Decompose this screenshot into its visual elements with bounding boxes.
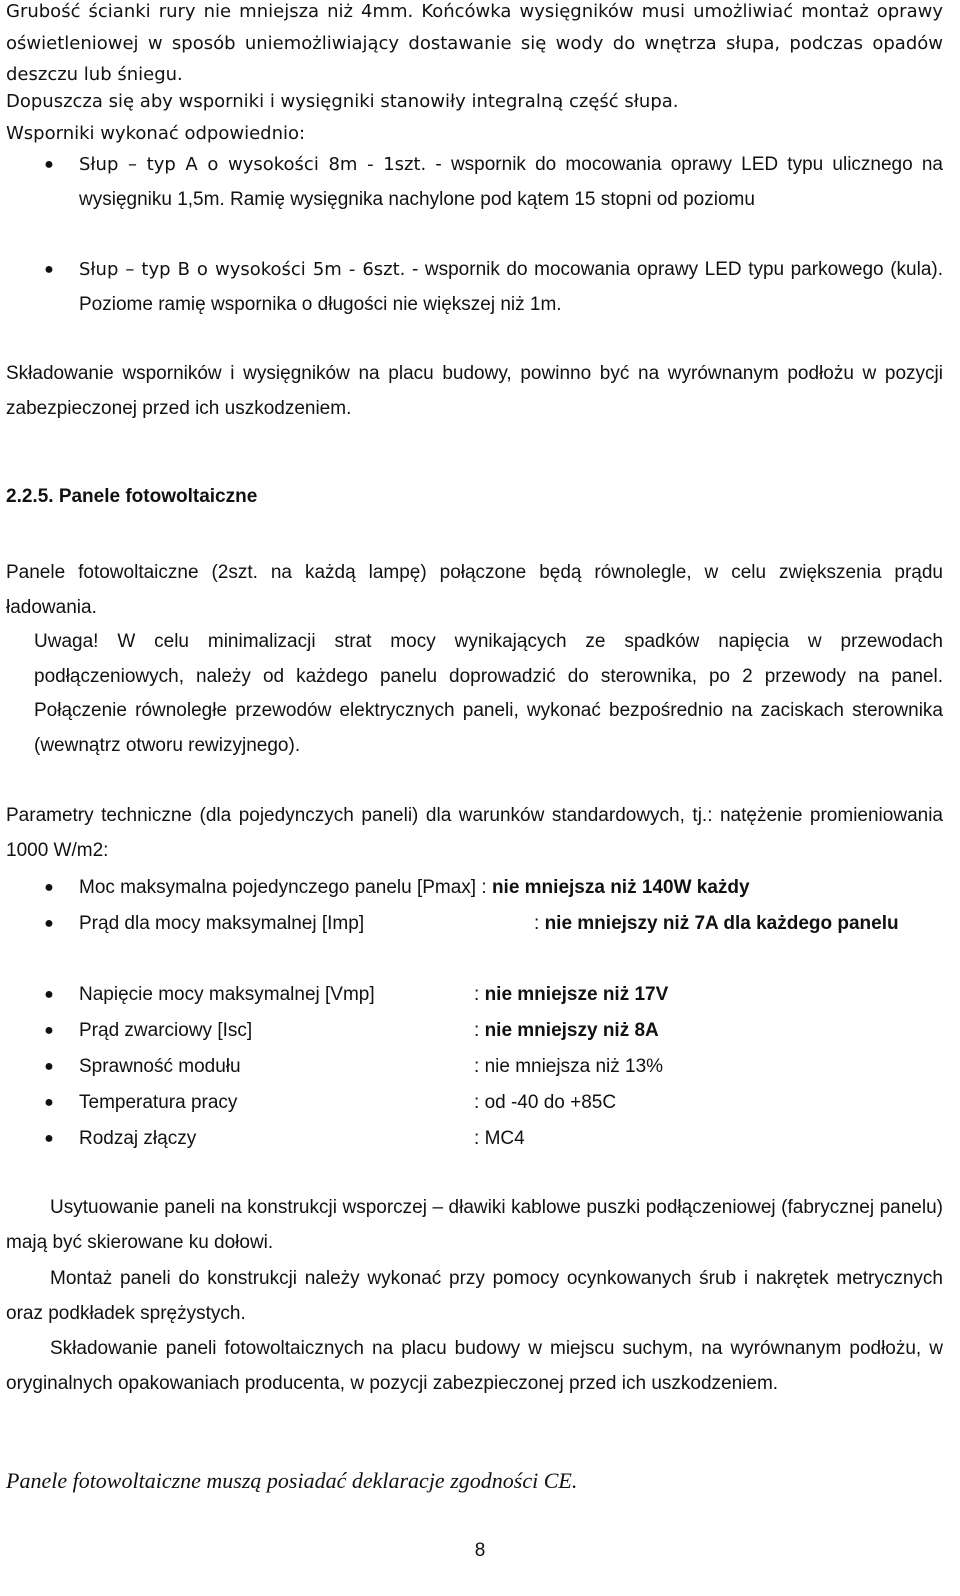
support-a-desc: - wspornik do mocowania oprawy LED typu ulicznego na wysięgniku 1,5m. Ramię wysięgnika nachylone pod kątem 15 stopni od poziomu (79, 154, 944, 210)
param-label: Prąd dla mocy maksymalnej [Imp] (79, 913, 365, 934)
support-b-desc: - wspornik do mocowania oprawy LED typu parkowego (kula). Poziome ramię wspornika o długości nie większej niż 1m. (79, 259, 943, 315)
section-heading: 2.2.5. Panele fotowoltaiczne (6, 486, 258, 507)
param-value: nie mniejsze niż 17V (484, 984, 669, 1005)
paragraph-panels: Panele fotowoltaiczne (2szt. na każdą lampę) połączone będą równolegle, w celu zwiększenia prądu ładowania. (6, 562, 943, 618)
bullet-icon: ● (44, 986, 54, 1003)
param-row (34, 906, 943, 978)
paragraph-warning: Uwaga! W celu minimalizacji strat mocy wynikających ze spadków napięcia w przewodach podłączeniowych, należy od każdego panelu doprowadzić do sterownika, po 2 przewody na panel. Połączenie równoległe przewodów elektrycznych paneli, wykonać bezpośrednio na zaciskach sterownika (wewnątrz otworu rewizyjnego). (34, 631, 943, 756)
paragraph-storage-panels: Składowanie paneli fotowoltaicznych na placu budowy w miejscu suchym, na wyrównanym podłożu, w oryginalnych opakowaniach producenta, w pozycji zabezpieczonej przed ich uszkodzeniem. (6, 1338, 943, 1394)
paragraph-mounting: Montaż paneli do konstrukcji należy wykonać przy pomocy ocynkowanych śrub i nakrętek metrycznych oraz podkładek sprężystych. (6, 1268, 943, 1324)
param-separator: : (474, 1056, 485, 1077)
paragraph-supports-intro: Wsporniki wykonać odpowiednio: (6, 123, 306, 144)
paragraph-params-intro: Parametry techniczne (dla pojedynczych paneli) dla warunków standardowych, tj.: natężenie promieniowania 1000 W/m2: (6, 805, 943, 861)
param-label: Napięcie mocy maksymalnej [Vmp] (79, 984, 375, 1005)
param-row (34, 870, 943, 906)
page-number: 8 (474, 1540, 486, 1561)
param-row (34, 1049, 943, 1085)
param-separator: : (476, 877, 492, 898)
bullet-icon: ● (44, 1058, 54, 1075)
param-separator: : (534, 913, 545, 934)
paragraph-pipe-wall: Grubość ścianki rury nie mniejsza niż 4mm. Końcówka wysięgników musi umożliwiać montaż oprawy oświetleniowej w sposób uniemożliwiający dostawanie się wody do wnętrza słupa, podczas opadów deszczu lub śniegu. (6, 1, 943, 86)
list-item (34, 147, 943, 217)
bullet-icon: ● (44, 1130, 54, 1147)
support-b-label: Słup – typ B o wysokości 5m - 6szt. (79, 259, 406, 280)
ce-declaration: Panele fotowoltaiczne muszą posiadać deklaracje zgodności CE. (6, 1468, 578, 1493)
paragraph-storage-supports: Składowanie wsporników i wysięgników na placu budowy, powinno być na wyrównanym podłożu w pozycji zabezpieczonej przed ich uszkodzeniem. (6, 363, 943, 419)
param-value: nie mniejszy niż 8A (484, 1020, 659, 1041)
param-separator: : (474, 984, 485, 1005)
bullet-icon: ● (44, 156, 54, 173)
param-value: nie mniejsza niż 13% (484, 1056, 664, 1077)
param-separator: : (474, 1020, 485, 1041)
param-label: Sprawność modułu (79, 1056, 241, 1077)
param-row (34, 977, 943, 1013)
param-separator: : (474, 1092, 485, 1113)
param-label: Temperatura pracy (79, 1092, 238, 1113)
param-value: MC4 (484, 1128, 525, 1149)
paragraph-orientation: Usytuowanie paneli na konstrukcji wsporczej – dławiki kablowe puszki podłączeniowej (fabrycznej panelu) mają być skierowane ku dołowi. (6, 1197, 943, 1253)
support-a-label: Słup – typ A o wysokości 8m - 1szt. (79, 154, 427, 175)
param-label: Prąd zwarciowy [Isc] (79, 1020, 253, 1041)
bullet-icon: ● (44, 261, 54, 278)
bullet-icon: ● (44, 915, 54, 932)
param-separator: : (474, 1128, 485, 1149)
param-label: Moc maksymalna pojedynczego panelu [Pmax] (79, 877, 477, 898)
bullet-icon: ● (44, 1022, 54, 1039)
list-item (34, 252, 943, 322)
param-row (34, 1085, 943, 1121)
bullet-icon: ● (44, 879, 54, 896)
param-label: Rodzaj złączy (79, 1128, 197, 1149)
paragraph-integral: Dopuszcza się aby wsporniki i wysięgniki stanowiły integralną część słupa. (6, 91, 679, 112)
param-row (34, 1121, 943, 1157)
param-value: nie mniejszy niż 7A dla każdego panelu (544, 913, 899, 934)
param-row (34, 1013, 943, 1049)
param-value: nie mniejsza niż 140W każdy (491, 877, 750, 898)
param-value: od -40 do +85C (484, 1092, 617, 1113)
bullet-icon: ● (44, 1094, 54, 1111)
